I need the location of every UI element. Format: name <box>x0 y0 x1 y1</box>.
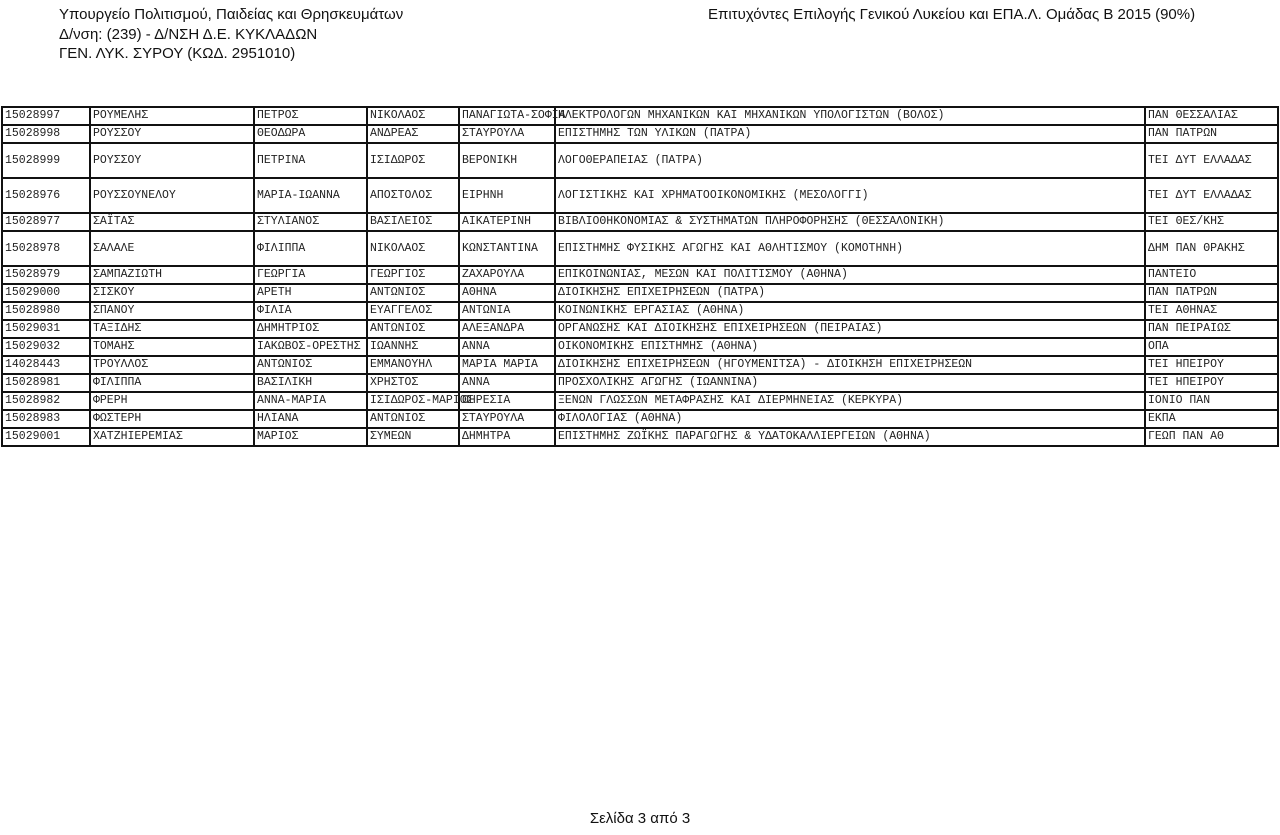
cell-institution: ΕΚΠΑ <box>1145 410 1278 428</box>
cell-father: ΕΜΜΑΝΟΥΗΛ <box>367 356 459 374</box>
cell-father: ΣΥΜΕΩΝ <box>367 428 459 446</box>
cell-mother: ΣΤΑΥΡΟΥΛΑ <box>459 125 555 143</box>
cell-institution: ΟΠΑ <box>1145 338 1278 356</box>
cell-name: ΑΡΕΤΗ <box>254 284 367 302</box>
cell-name: ΑΝΤΩΝΙΟΣ <box>254 356 367 374</box>
table-row <box>2 213 1278 231</box>
cell-code: 15028983 <box>2 410 90 428</box>
directorate-name: Δ/νση: (239) - Δ/ΝΣΗ Δ.Ε. ΚΥΚΛΑΔΩΝ <box>59 25 318 43</box>
cell-institution: ΤΕΙ ΗΠΕΙΡΟΥ <box>1145 356 1278 374</box>
cell-name: ΙΑΚΩΒΟΣ-ΟΡΕΣΤΗΣ <box>254 338 367 356</box>
table-row <box>2 392 1278 410</box>
ministry-name: Υπουργείο Πολιτισμού, Παιδείας και Θρησκευμάτων <box>59 6 404 23</box>
cell-name: ΦΙΛΙΑ <box>254 302 367 320</box>
cell-name: ΒΑΣΙΛΙΚΗ <box>254 374 367 392</box>
cell-father: ΕΥΑΓΓΕΛΟΣ <box>367 302 459 320</box>
cell-father: ΧΡΗΣΤΟΣ <box>367 374 459 392</box>
cell-name: ΑΝΝΑ-ΜΑΡΙΑ <box>254 392 367 410</box>
cell-mother: ΒΕΡΟΝΙΚΗ <box>459 143 555 178</box>
cell-surname: ΧΑΤΖΗΙΕΡΕΜΙΑΣ <box>90 428 254 446</box>
cell-institution: ΙΟΝΙΟ ΠΑΝ <box>1145 392 1278 410</box>
cell-department: ΕΠΙΚΟΙΝΩΝΙΑΣ, ΜΕΣΩΝ ΚΑΙ ΠΟΛΙΤΙΣΜΟΥ (ΑΘΗΝΑ) <box>555 266 1145 284</box>
cell-father: ΒΑΣΙΛΕΙΟΣ <box>367 213 459 231</box>
table-row <box>2 107 1278 125</box>
cell-institution: ΤΕΙ ΗΠΕΙΡΟΥ <box>1145 374 1278 392</box>
cell-surname: ΣΠΑΝΟΥ <box>90 302 254 320</box>
table-row <box>2 356 1278 374</box>
header-block <box>59 5 403 64</box>
document-title: Επιτυχόντες Επιλογής Γενικού Λυκείου και ΕΠΑ.Λ. Ομάδας Β 2015 (90%) <box>708 6 1196 23</box>
cell-mother: ΕΙΡΗΝΗ <box>459 178 555 213</box>
table-row <box>2 178 1278 213</box>
cell-mother: ΖΑΧΑΡΟΥΛΑ <box>459 266 555 284</box>
cell-department: ΟΙΚΟΝΟΜΙΚΗΣ ΕΠΙΣΤΗΜΗΣ (ΑΘΗΝΑ) <box>555 338 1145 356</box>
cell-department: ΕΠΙΣΤΗΜΗΣ ΤΩΝ ΥΛΙΚΩΝ (ΠΑΤΡΑ) <box>555 125 1145 143</box>
cell-institution: ΓΕΩΠ ΠΑΝ ΑΘ <box>1145 428 1278 446</box>
cell-surname: ΦΩΣΤΕΡΗ <box>90 410 254 428</box>
cell-father: ΙΩΑΝΝΗΣ <box>367 338 459 356</box>
table-row <box>2 374 1278 392</box>
cell-department: ΔΙΟΙΚΗΣΗΣ ΕΠΙΧΕΙΡΗΣΕΩΝ (ΠΑΤΡΑ) <box>555 284 1145 302</box>
cell-name: ΗΛΙΑΝΑ <box>254 410 367 428</box>
cell-institution: ΠΑΝ ΠΑΤΡΩΝ <box>1145 125 1278 143</box>
cell-code: 15028978 <box>2 231 90 266</box>
cell-institution: ΠΑΝ ΠΕΙΡΑΙΩΣ <box>1145 320 1278 338</box>
cell-name: ΦΙΛΙΠΠΑ <box>254 231 367 266</box>
cell-code: 15028980 <box>2 302 90 320</box>
cell-father: ΝΙΚΟΛΑΟΣ <box>367 231 459 266</box>
cell-institution: ΔΗΜ ΠΑΝ ΘΡΑΚΗΣ <box>1145 231 1278 266</box>
cell-surname: ΤΟΜΑΗΣ <box>90 338 254 356</box>
cell-code: 15028977 <box>2 213 90 231</box>
cell-mother: ΑΙΚΑΤΕΡΙΝΗ <box>459 213 555 231</box>
cell-mother: ΑΘΗΝΑ <box>459 284 555 302</box>
cell-father: ΑΝΔΡΕΑΣ <box>367 125 459 143</box>
cell-surname: ΡΟΥΣΣΟΥΝΕΛΟΥ <box>90 178 254 213</box>
results-table-body <box>2 107 1278 446</box>
cell-father: ΝΙΚΟΛΑΟΣ <box>367 107 459 125</box>
cell-surname: ΤΑΞΙΔΗΣ <box>90 320 254 338</box>
cell-father: ΓΕΩΡΓΙΟΣ <box>367 266 459 284</box>
cell-code: 15028997 <box>2 107 90 125</box>
cell-name: ΔΗΜΗΤΡΙΟΣ <box>254 320 367 338</box>
cell-surname: ΣΙΣΚΟΥ <box>90 284 254 302</box>
cell-institution: ΤΕΙ ΑΘΗΝΑΣ <box>1145 302 1278 320</box>
cell-surname: ΦΡΕΡΗ <box>90 392 254 410</box>
cell-name: ΠΕΤΡΟΣ <box>254 107 367 125</box>
cell-department: ΦΙΛΟΛΟΓΙΑΣ (ΑΘΗΝΑ) <box>555 410 1145 428</box>
cell-code: 15028982 <box>2 392 90 410</box>
cell-code: 15029000 <box>2 284 90 302</box>
cell-institution: ΤΕΙ ΘΕΣ/ΚΗΣ <box>1145 213 1278 231</box>
cell-code: 15028998 <box>2 125 90 143</box>
cell-name: ΘΕΟΔΩΡΑ <box>254 125 367 143</box>
cell-father: ΑΝΤΩΝΙΟΣ <box>367 320 459 338</box>
cell-surname: ΣΑΜΠΑΖΙΩΤΗ <box>90 266 254 284</box>
cell-name: ΜΑΡΙΟΣ <box>254 428 367 446</box>
results-table <box>1 106 1279 447</box>
cell-mother: ΠΑΝΑΓΙΩΤΑ-ΣΟΦΙΑ <box>459 107 555 125</box>
cell-department: ΕΠΙΣΤΗΜΗΣ ΖΩΪΚΗΣ ΠΑΡΑΓΩΓΗΣ & ΥΔΑΤΟΚΑΛΛΙΕΡΓΕΙΩΝ (ΑΘΗΝΑ) <box>555 428 1145 446</box>
table-row <box>2 143 1278 178</box>
cell-mother: ΜΑΡΙΑ ΜΑΡΙΑ <box>459 356 555 374</box>
table-row <box>2 338 1278 356</box>
cell-father: ΙΣΙΔΩΡΟΣ-ΜΑΡΙΟΣ <box>367 392 459 410</box>
cell-institution: ΠΑΝΤΕΙΟ <box>1145 266 1278 284</box>
table-row <box>2 266 1278 284</box>
cell-code: 15028979 <box>2 266 90 284</box>
cell-surname: ΡΟΥΣΣΟΥ <box>90 125 254 143</box>
cell-mother: ΚΩΝΣΤΑΝΤΙΝΑ <box>459 231 555 266</box>
cell-surname: ΣΑΪΤΑΣ <box>90 213 254 231</box>
cell-surname: ΡΟΥΣΣΟΥ <box>90 143 254 178</box>
school-name: ΓΕΝ. ΛΥΚ. ΣΥΡΟΥ (ΚΩΔ. 2951010) <box>59 45 296 62</box>
cell-name: ΓΕΩΡΓΙΑ <box>254 266 367 284</box>
page-number: Σελίδα 3 από 3 <box>589 810 691 827</box>
cell-name: ΣΤΥΛΙΑΝΟΣ <box>254 213 367 231</box>
cell-father: ΑΠΟΣΤΟΛΟΣ <box>367 178 459 213</box>
cell-father: ΑΝΤΩΝΙΟΣ <box>367 284 459 302</box>
cell-code: 15029001 <box>2 428 90 446</box>
cell-mother: ΑΝΝΑ <box>459 374 555 392</box>
cell-institution: ΤΕΙ ΔΥΤ ΕΛΛΑΔΑΣ <box>1145 143 1278 178</box>
table-row <box>2 284 1278 302</box>
table-row <box>2 302 1278 320</box>
cell-department: ΠΡΟΣΧΟΛΙΚΗΣ ΑΓΩΓΗΣ (ΙΩΑΝΝΙΝΑ) <box>555 374 1145 392</box>
cell-mother: ΣΤΑΥΡΟΥΛΑ <box>459 410 555 428</box>
cell-code: 14028443 <box>2 356 90 374</box>
cell-surname: ΣΑΛΑΛΕ <box>90 231 254 266</box>
table-row <box>2 428 1278 446</box>
cell-department: ΛΟΓΟΘΕΡΑΠΕΙΑΣ (ΠΑΤΡΑ) <box>555 143 1145 178</box>
cell-code: 15029031 <box>2 320 90 338</box>
table-row <box>2 320 1278 338</box>
cell-mother: ΔΗΜΗΤΡΑ <box>459 428 555 446</box>
cell-name: ΜΑΡΙΑ-ΙΩΑΝΝΑ <box>254 178 367 213</box>
cell-name: ΠΕΤΡΙΝΑ <box>254 143 367 178</box>
cell-department: ΒΙΒΛΙΟΘΗΚΟΝΟΜΙΑΣ & ΣΥΣΤΗΜΑΤΩΝ ΠΛΗΡΟΦΟΡΗΣΗΣ (ΘΕΣΣΑΛΟΝΙΚΗ) <box>555 213 1145 231</box>
cell-mother: ΑΛΕΞΑΝΔΡΑ <box>459 320 555 338</box>
cell-code: 15028976 <box>2 178 90 213</box>
cell-mother: ΑΝΝΑ <box>459 338 555 356</box>
cell-father: ΙΣΙΔΩΡΟΣ <box>367 143 459 178</box>
cell-code: 15029032 <box>2 338 90 356</box>
cell-code: 15028981 <box>2 374 90 392</box>
cell-department: ΞΕΝΩΝ ΓΛΩΣΣΩΝ ΜΕΤΑΦΡΑΣΗΣ ΚΑΙ ΔΙΕΡΜΗΝΕΙΑΣ (ΚΕΡΚΥΡΑ) <box>555 392 1145 410</box>
cell-department: ΟΡΓΑΝΩΣΗΣ ΚΑΙ ΔΙΟΙΚΗΣΗΣ ΕΠΙΧΕΙΡΗΣΕΩΝ (ΠΕΙΡΑΙΑΣ) <box>555 320 1145 338</box>
cell-mother: ΘΗΡΕΣΙΑ <box>459 392 555 410</box>
table-row <box>2 410 1278 428</box>
table-row <box>2 231 1278 266</box>
cell-department: ΛΟΓΙΣΤΙΚΗΣ ΚΑΙ ΧΡΗΜΑΤΟΟΙΚΟΝΟΜΙΚΗΣ (ΜΕΣΟΛΟΓΓΙ) <box>555 178 1145 213</box>
cell-surname: ΦΙΛΙΠΠΑ <box>90 374 254 392</box>
cell-code: 15028999 <box>2 143 90 178</box>
cell-institution: ΤΕΙ ΔΥΤ ΕΛΛΑΔΑΣ <box>1145 178 1278 213</box>
cell-institution: ΠΑΝ ΠΑΤΡΩΝ <box>1145 284 1278 302</box>
table-row <box>2 125 1278 143</box>
cell-mother: ΑΝΤΩΝΙΑ <box>459 302 555 320</box>
cell-department: ΚΟΙΝΩΝΙΚΗΣ ΕΡΓΑΣΙΑΣ (ΑΘΗΝΑ) <box>555 302 1145 320</box>
cell-department: ΕΠΙΣΤΗΜΗΣ ΦΥΣΙΚΗΣ ΑΓΩΓΗΣ ΚΑΙ ΑΘΛΗΤΙΣΜΟΥ (ΚΟΜΟΤΗΝΗ) <box>555 231 1145 266</box>
cell-father: ΑΝΤΩΝΙΟΣ <box>367 410 459 428</box>
cell-surname: ΤΡΟΥΛΛΟΣ <box>90 356 254 374</box>
cell-surname: ΡΟΥΜΕΛΗΣ <box>90 107 254 125</box>
cell-department: ΗΛΕΚΤΡΟΛΟΓΩΝ ΜΗΧΑΝΙΚΩΝ ΚΑΙ ΜΗΧΑΝΙΚΩΝ ΥΠΟΛΟΓΙΣΤΩΝ (ΒΟΛΟΣ) <box>555 107 1145 125</box>
cell-department: ΔΙΟΙΚΗΣΗΣ ΕΠΙΧΕΙΡΗΣΕΩΝ (ΗΓΟΥΜΕΝΙΤΣΑ) - ΔΙΟΙΚΗΣΗ ΕΠΙΧΕΙΡΗΣΕΩΝ <box>555 356 1145 374</box>
cell-institution: ΠΑΝ ΘΕΣΣΑΛΙΑΣ <box>1145 107 1278 125</box>
